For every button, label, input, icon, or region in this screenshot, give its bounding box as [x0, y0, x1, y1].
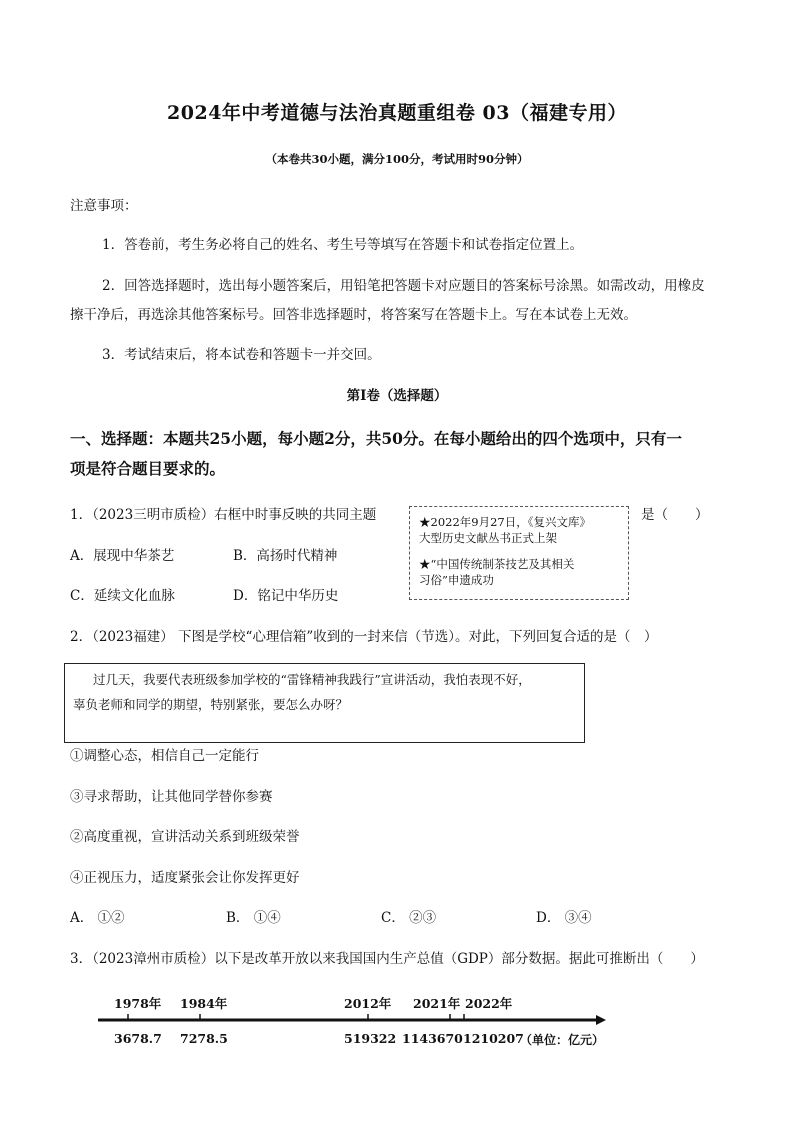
- q1-box-line: ★2022年9月27日，《复兴文库》: [419, 515, 591, 529]
- timeline-year: 1978年: [114, 996, 162, 1011]
- q1-stem: 1．（2023三明市质检）右框中时事反映的共同主题: [70, 507, 377, 523]
- q1-option-b[interactable]: B．高扬时代精神: [233, 548, 338, 564]
- q2-letter-line: 过几天，我要代表班级参加学校的“雷锋精神我践行”宣讲活动，我怕表现不好，: [93, 672, 531, 687]
- timeline-value: 7278.5: [180, 1031, 228, 1046]
- timeline-value: 519322: [344, 1031, 397, 1046]
- q2-statement-2: ②高度重视，宣讲活动关系到班级荣誉: [70, 829, 300, 845]
- notice-item-3: 3．考试结束后，将本试卷和答题卡一并交回。: [102, 347, 381, 363]
- page-title: 2024年中考道德与法治真题重组卷 03（福建专用）: [167, 102, 627, 124]
- timeline-year: 1984年: [180, 996, 228, 1011]
- timeline-axis: [96, 1012, 616, 1028]
- timeline-year: 2012年: [344, 996, 392, 1011]
- q2-letter-box: [64, 663, 585, 743]
- notice-item-1: 1．答卷前，考生务必将自己的姓名、考生号等填写在答题卡和试卷指定位置上。: [102, 237, 584, 253]
- q1-tail: 是（ ）: [641, 507, 709, 523]
- part-instruction-line1: 一、选择题：本题共25小题，每小题2分，共50分。在每小题给出的四个选项中，只有一: [70, 429, 682, 448]
- section-title: 第Ⅰ卷（选择题）: [346, 388, 448, 404]
- q1-box-line: 大型历史文献丛书正式上架: [419, 531, 557, 545]
- q2-option-a[interactable]: A． ①②: [70, 910, 125, 926]
- q1-option-d[interactable]: D．铭记中华历史: [233, 588, 339, 604]
- q2-option-d[interactable]: D． ③④: [536, 910, 592, 926]
- timeline-year: 2022年: [465, 996, 513, 1011]
- notice-item-2: 2．回答选择题时，选出每小题答案后，用铅笔把答题卡对应题目的答案标号涂黑。如需改动，用橡皮: [102, 278, 705, 294]
- timeline-value: 1143670: [402, 1031, 463, 1046]
- q2-statement-4: ④正视压力，适度紧张会让你发挥更好: [70, 870, 300, 886]
- timeline-unit: （单位：亿元）: [520, 1033, 605, 1047]
- q2-statement-3: ③寻求帮助，让其他同学替你参赛: [70, 789, 273, 805]
- q1-news-box: [409, 506, 629, 600]
- q1-box-line: 习俗”申遗成功: [419, 573, 494, 587]
- part-instruction-line2: 项是符合题目要求的。: [70, 459, 226, 478]
- timeline-arrow: [596, 1015, 606, 1025]
- exam-info: （本卷共30小题，满分100分，考试用时90分钟）: [265, 152, 529, 166]
- q1-box-line: ★“中国传统制茶技艺及其相关: [419, 557, 575, 571]
- notice-heading: 注意事项：: [70, 198, 138, 214]
- q1-option-c[interactable]: C．延续文化血脉: [70, 588, 175, 604]
- timeline-year: 2021年: [413, 996, 461, 1011]
- q1-option-a[interactable]: A．展现中华茶艺: [70, 548, 175, 564]
- q2-statement-1: ①调整心态，相信自己一定能行: [70, 748, 259, 764]
- timeline-value: 1210207: [463, 1031, 524, 1046]
- q2-stem: 2．（2023福建） 下图是学校“心理信箱”收到的一封来信（节选）。对此，下列回复合适的是（ ）: [70, 629, 658, 645]
- timeline-value: 3678.7: [114, 1031, 162, 1046]
- q2-option-b[interactable]: B． ①④: [226, 910, 281, 926]
- q2-letter-line: 辜负老师和同学的期望，特别紧张，要怎么办呀？: [73, 697, 349, 712]
- q2-option-c[interactable]: C． ②③: [381, 910, 437, 926]
- notice-item-2-cont: 擦干净后，再选涂其他答案标号。回答非选择题时，将答案写在答题卡上。写在本试卷上无效。: [70, 307, 637, 323]
- q3-stem: 3．（2023漳州市质检）以下是改革开放以来我国国内生产总值（GDP）部分数据。据此可推断出（ ）: [70, 951, 704, 967]
